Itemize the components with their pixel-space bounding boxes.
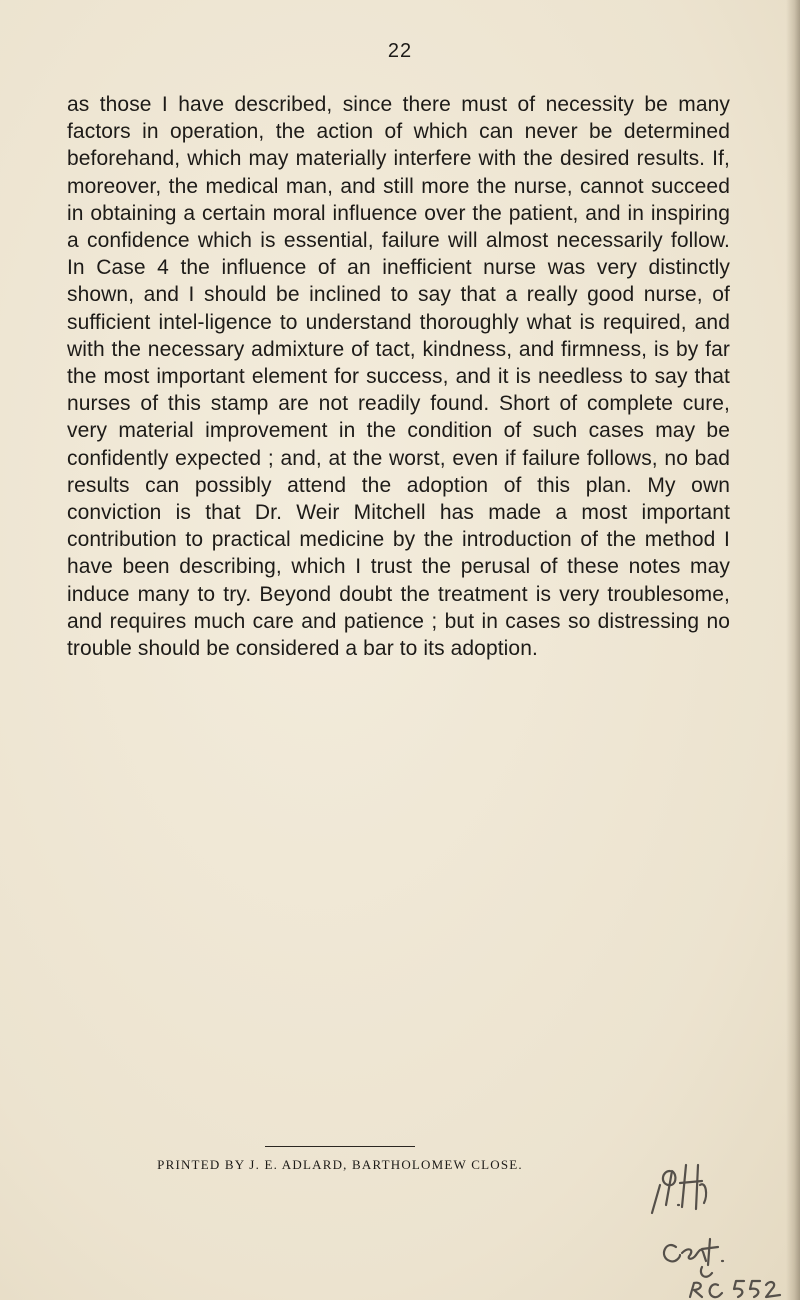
imprint-text: PRINTED BY J. E. ADLARD, BARTHOLOMEW CLOSE.: [157, 1157, 523, 1172]
imprint-rule: [265, 1146, 415, 1147]
paragraph: as those I have described, since there must of necessity be many factors in operation, the action of which can never be determined beforehand, which may materially interfere with the desired results. If, moreover, the medical man, and still more the nurse, cannot succeed in obtaining a certain moral influence over the patient, and in inspiring a confidence which is essential, failure will almost necessarily follow. In Case 4 the influence of an inefficient nurse was very distinctly shown, and I should be inclined to say that a really good nurse, of sufficient intel-ligence to understand thoroughly what is required, and with the necessary admixture of tact, kindness, and firmness, is by far the most important element for success, and it is needless to say that nurses of this stamp are not readily found. Short of complete cure, very material improvement in the condition of such cases may be confidently expected ; and, at the worst, even if failure follows, no bad results can possibly attend the adoption of this plan. My own conviction is that Dr. Weir Mitchell has made a most important contribution to practical medicine by the introduction of the method I have been describing, which I trust the perusal of these notes may induce many to try. Beyond doubt the treatment is very troublesome, and requires much care and patience ; but in cases so distressing no trouble should be considered a bar to its adoption.: [67, 93, 730, 661]
page-edge-shadow: [786, 0, 800, 1300]
body-text: [67, 91, 730, 662]
handwritten-shelfmark: [640, 1135, 800, 1300]
page-number: 22: [387, 40, 413, 62]
